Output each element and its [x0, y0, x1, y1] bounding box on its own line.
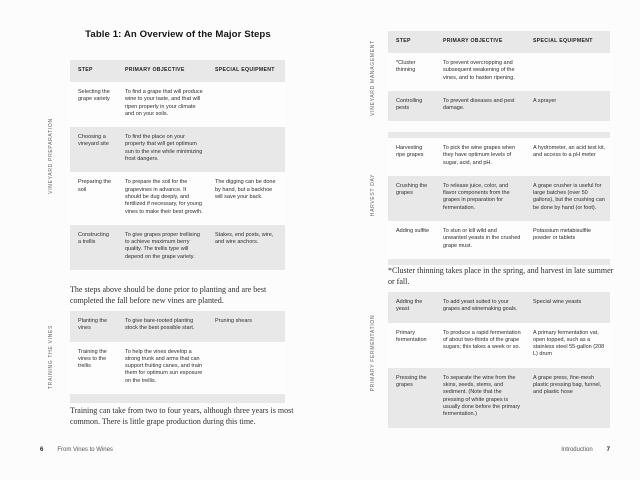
- cell-equipment: A primary fermentation vat, open topped, such as a stainless steel 55-gallon (208 L) drum: [533, 329, 605, 358]
- table-row: [388, 91, 610, 122]
- paragraph-planting-note: The steps above should be done prior to planting and are best completed the fall before new vines are planted.: [70, 285, 267, 306]
- cell-equipment: [525, 53, 610, 91]
- cell-step: Adding the yeast: [396, 299, 423, 313]
- table-title: Table 1: An Overview of the Major Steps: [85, 29, 271, 40]
- side-label-harvest-day: HARVEST DAY: [370, 173, 376, 217]
- cell-objective: To help the vines develop a strong trunk and arms that can support fruiting canes, and train them for optimum sun exposure on the trellis.: [125, 348, 203, 384]
- table-row: [388, 368, 610, 428]
- footnote-cluster-thinning: *Cluster thinning takes place in the spring, and harvest in late summer or fall.: [388, 266, 614, 287]
- cell-objective: To prevent diseases and pest damage.: [443, 97, 515, 112]
- table-row: [388, 176, 610, 221]
- col-header-step: STEP: [78, 67, 93, 73]
- cell-equipment: [207, 127, 285, 172]
- col-header-special-equipment: SPECIAL EQUIPMENT: [215, 67, 275, 73]
- side-label-training-the-vines: TRAINING THE VINES: [48, 324, 54, 390]
- table-training-the-vines: [70, 311, 285, 403]
- cell-objective: To give grapes proper trellising to achieve maximum berry quality. The trellis type will depend on the grape variety.: [125, 231, 200, 260]
- table-row: [388, 138, 610, 176]
- cell-step: Crushing the grapes: [396, 182, 428, 197]
- cell-equipment: A sprayer: [533, 97, 557, 104]
- cell-objective: To give bare-rooted planting stock the best possible start.: [125, 318, 195, 332]
- chapter-title: Introduction: [561, 447, 593, 453]
- table-row: [388, 53, 610, 91]
- cell-step: Primary fermentation: [396, 329, 427, 343]
- col-header-primary-objective: PRIMARY OBJECTIVE: [125, 67, 185, 73]
- cell-step: Choosing a vineyard site: [78, 134, 109, 148]
- table-primary-fermentation: [388, 292, 610, 428]
- table-row: [388, 323, 610, 368]
- cell-objective: To separate the wine from the skins, seeds, stems, and sediment. (Note that the pressing of white grapes is usually done before the primary fermentation.): [443, 374, 521, 418]
- cell-objective: To find a grape that will produce wine to your taste, and that will ripen properly in your climate and on your soils.: [125, 89, 203, 117]
- table-header-row: [388, 31, 610, 53]
- table-vineyard-management: [388, 31, 610, 121]
- col-header-primary-objective: PRIMARY OBJECTIVE: [443, 38, 503, 44]
- cell-objective: To release juice, color, and flavor components from the grapes in preparation for fermentation.: [443, 182, 510, 211]
- table-harvest-day: [388, 132, 610, 265]
- cell-equipment: The digging can be done by hand, but a backhoe will save your back.: [215, 179, 276, 200]
- side-label-vineyard-preparation: VINEYARD PREPARATION: [48, 118, 54, 194]
- cell-equipment: Stakes, end posts, wire, and wire anchors.: [215, 231, 274, 246]
- cell-objective: To produce a rapid fermentation of about two-thirds of the grape sugars; this takes a week or so.: [443, 329, 521, 351]
- cell-step: Constructing a trellis: [78, 231, 109, 246]
- cell-step: *Cluster thinning: [396, 60, 416, 74]
- cell-step: Controlling pests: [396, 97, 423, 112]
- cell-step: Harvesting ripe grapes: [396, 145, 424, 159]
- book-title: From Vines to Wines: [57, 447, 113, 453]
- table-row: [70, 82, 285, 127]
- cell-objective: To find the place on your property that will get optimum sun to the vine while minimizing frost dangers.: [125, 134, 203, 163]
- cell-equipment: [207, 82, 285, 127]
- cell-step: Training the vines to the trellis: [78, 348, 107, 370]
- page-number: 6: [40, 447, 44, 453]
- cell-equipment: Potassium metabisulfite powder or tablets: [533, 228, 592, 242]
- footer-left: [40, 447, 113, 453]
- table-header-row: [70, 60, 285, 82]
- table-row: [388, 221, 610, 259]
- cell-equipment: Special wine yeasts: [533, 299, 582, 305]
- table-row: [70, 127, 285, 172]
- cell-objective: To add yeast suited to your grapes and winemaking goals.: [443, 299, 518, 313]
- side-label-primary-fermentation: PRIMARY FERMENTATION: [370, 314, 376, 392]
- table-row: [388, 292, 610, 323]
- footer-right: [388, 447, 610, 453]
- table-vineyard-preparation: [70, 60, 285, 270]
- cell-equipment: [207, 342, 285, 394]
- cell-objective: To pick the wine grapes when they have optimum levels of sugar, acid, and pH.: [443, 145, 516, 166]
- cell-equipment: A grape press, fine-mesh plastic pressing bag, funnel, and plastic hose: [533, 374, 602, 396]
- cell-objective: To prevent overcropping and subsequent weakening of the vines, and to hasten ripening.: [443, 60, 515, 81]
- cell-objective: To prepare the soil for the grapevines in advance. It should be dug deeply, and fertilized if necessary, for young vines to make their best growth.: [125, 179, 203, 215]
- cell-equipment: A hydrometer, an acid test kit, and access to a pH meter: [533, 145, 606, 159]
- table-row: [70, 172, 285, 224]
- cell-equipment: A grape crusher is useful for large batches (over 50 gallons), but the crushing can be done by hand (or foot).: [533, 182, 605, 211]
- col-header-special-equipment: SPECIAL EQUIPMENT: [533, 38, 593, 44]
- table-row: [70, 311, 285, 342]
- col-header-step: STEP: [396, 38, 411, 44]
- cell-step: Preparing the soil: [78, 179, 112, 193]
- cell-step: Pressing the grapes: [396, 374, 427, 389]
- cell-step: Selecting the grape variety: [78, 89, 110, 103]
- page-number: 7: [606, 447, 610, 453]
- side-label-vineyard-management: VINEYARD MANAGEMENT: [370, 40, 376, 116]
- paragraph-training-note: Training can take from two to four years, although three years is most common. There is little grape production during this time.: [70, 406, 294, 427]
- table-row: [70, 225, 285, 270]
- cell-equipment: Pruning shears: [215, 318, 252, 324]
- table-row: [70, 342, 285, 394]
- cell-objective: To stun or kill wild and unwanted yeasts in the crushed grape must.: [443, 228, 521, 249]
- cell-step: Adding sulfite: [396, 228, 430, 235]
- cell-step: Planting the vines: [78, 318, 108, 332]
